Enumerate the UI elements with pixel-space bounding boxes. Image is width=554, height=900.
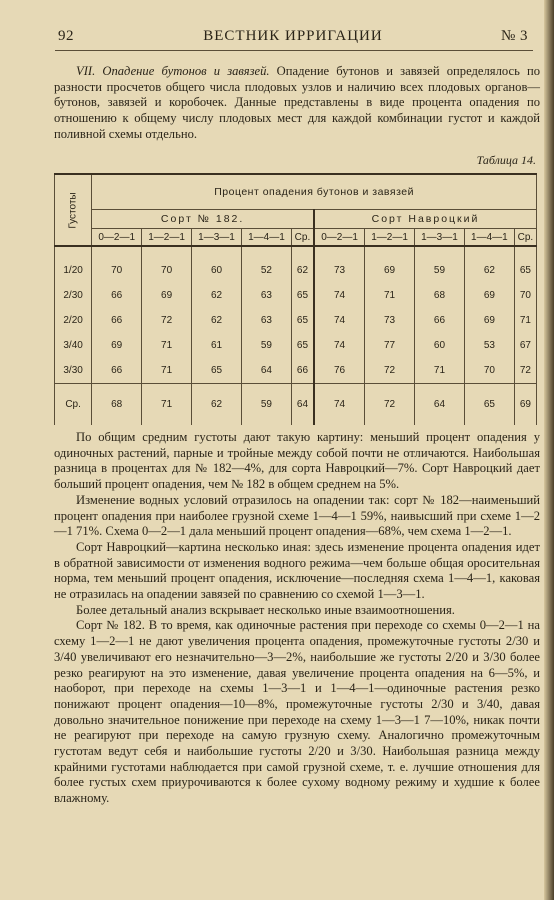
table-cell: 52 <box>241 258 291 283</box>
subheader-scheme: 0—2—1 <box>314 229 365 247</box>
table-row <box>55 384 537 425</box>
table-cell: 67 <box>514 333 536 358</box>
table-cell: 62 <box>192 283 242 308</box>
table-title: Процент опадения бутонов и завязей <box>92 174 537 210</box>
subheader-scheme: 0—2—1 <box>92 229 142 247</box>
table-row <box>55 308 537 333</box>
table-cell: 66 <box>92 308 142 333</box>
table-cell: 69 <box>514 384 536 425</box>
table-cell: 64 <box>415 384 465 425</box>
table-cell: 73 <box>365 308 415 333</box>
table-cell: 65 <box>291 283 314 308</box>
spacer-row <box>55 246 537 258</box>
table-cell: 69 <box>142 283 192 308</box>
table-cell: 65 <box>291 333 314 358</box>
table-cell: 70 <box>142 258 192 283</box>
table-cell: 70 <box>464 358 514 383</box>
table-cell: 59 <box>415 258 465 283</box>
table-body <box>55 246 537 425</box>
paragraph: Сорт Навроцкий—картина несколько иная: здесь изменение процента опадения идет в обратной зависимости от изменения водного режима—чем больше общая оросительная норма, тем меньший процент опадения, исключение—последняя схема 1—4—1, каковая не отразилась на опадении завязей по сравнению со схемой 1—3—1. <box>54 539 540 602</box>
data-table <box>54 173 537 425</box>
page-number: 92 <box>58 28 74 44</box>
table-cell: 65 <box>192 358 242 383</box>
subheader-scheme: 1—2—1 <box>365 229 415 247</box>
table-cell: 66 <box>291 358 314 383</box>
table-cell: 71 <box>142 358 192 383</box>
row-label: 3/30 <box>55 358 92 383</box>
table-cell: 73 <box>314 258 365 283</box>
paragraph: По общим средним густоты дают такую картину: меньший процент опадения у одиночных растений, парные и тройные между собой почти не отличаются. Наибольшая разница в процентах для № 182—4%, для сорта Навроцкий—7%. Сорт Навроцкий дает больший процент опадения, чем № 182 в общем среднем на 5%. <box>54 430 540 492</box>
table-cell: 68 <box>92 384 142 425</box>
table-cell: 74 <box>314 384 365 425</box>
subheader-scheme: 1—4—1 <box>241 229 291 247</box>
table-row <box>55 283 537 308</box>
table-cell: 64 <box>291 384 314 425</box>
table-cell: 70 <box>514 283 536 308</box>
table-cell: 66 <box>92 358 142 383</box>
table-cell: 69 <box>365 258 415 283</box>
running-header <box>58 28 528 50</box>
body-text <box>54 430 540 807</box>
table-cell: 62 <box>192 308 242 333</box>
row-label: 3/40 <box>55 333 92 358</box>
intro-section <box>54 64 540 143</box>
table-cell: 63 <box>241 283 291 308</box>
table-cell: 68 <box>415 283 465 308</box>
table-cell: 66 <box>92 283 142 308</box>
table-cell: 61 <box>192 333 242 358</box>
table-cell: 60 <box>192 258 242 283</box>
table-cell: 71 <box>142 333 192 358</box>
table-cell: 60 <box>415 333 465 358</box>
table-cell: 64 <box>241 358 291 383</box>
row-label: 2/20 <box>55 308 92 333</box>
table-cell: 62 <box>291 258 314 283</box>
table-row <box>55 258 537 283</box>
group-header-sort-navrotsky: Сорт Навроцкий <box>314 210 537 229</box>
section-heading: VII. Опадение бутонов и завязей. <box>76 64 270 78</box>
subheader-scheme: 1—3—1 <box>415 229 465 247</box>
paragraph: Более детальный анализ вскрывает несколько иные взаимоотношения. <box>76 602 455 617</box>
header-rule <box>55 50 533 51</box>
table-cell: 62 <box>464 258 514 283</box>
row-label: Ср. <box>55 384 92 425</box>
paragraph: Сорт № 182. В то время, как одиночные растения при переходе со схемы 0—2—1 на схему 1—2—1 не дают увеличения процента опадения, промежуточные густоты 2/30 и 3/40 увеличивают его незначительно—3—2%, наибольшие же густоты 2/20 и 3/30 более резко реагируют на это изменение, давая увеличение процента опадения на 6—5%, и наоборот, при переходе на схемы 1—3—1 и 1—4—1—одиночные растения резко понижают процент опадения—10—8%, промежуточные густоты 2/30 и 3/40, давая довольно значительное понижение при переходе на схему 1—3—1 7—10%, никак почти не реагируют при переходе на самую грузную схему. Аналогично промежуточным густотам ведут себя и наибольшие густоты 2/20 и 3/30. Наибольшая разница между крайними густотами наблюдается при самой грузной схеме, т. е. лучшие отношения для более густых схем приурочиваются к более сухому водному режиму и худшие к более влажному. <box>54 618 540 806</box>
table-cell: 65 <box>464 384 514 425</box>
table-cell: 72 <box>365 358 415 383</box>
table-cell: 74 <box>314 283 365 308</box>
table-cell: 59 <box>241 384 291 425</box>
intro-paragraph <box>54 64 540 143</box>
table-cell: 63 <box>241 308 291 333</box>
table-row <box>55 333 537 358</box>
table-cell: 77 <box>365 333 415 358</box>
paragraph: Изменение водных условий отразилось на опадении так: сорт № 182—наименьший процент опадения при наиболее грузной схеме 1—4—1 59%, наивысший при схеме 1—2—1 71%. Схема 0—2—1 дала меньший процент опадения—68%, чем схема 1—2—1. <box>54 492 540 539</box>
table-cell: 71 <box>415 358 465 383</box>
table-cell: 74 <box>314 308 365 333</box>
table-cell: 72 <box>514 358 536 383</box>
group-header-sort-182: Сорт № 182. <box>92 210 314 229</box>
table-cell: 74 <box>314 333 365 358</box>
table-cell: 62 <box>192 384 242 425</box>
col-header-gustota: Густоты <box>55 174 92 246</box>
table-cell: 65 <box>291 308 314 333</box>
subheader-scheme: 1—3—1 <box>192 229 242 247</box>
subheader-scheme: Ср. <box>514 229 536 247</box>
table-cell: 69 <box>464 308 514 333</box>
subheader-scheme: 1—2—1 <box>142 229 192 247</box>
table-cell: 72 <box>365 384 415 425</box>
table-cell: 59 <box>241 333 291 358</box>
table-cell: 71 <box>514 308 536 333</box>
journal-title: ВЕСТНИК ИРРИГАЦИИ <box>203 28 383 44</box>
table-cell: 66 <box>415 308 465 333</box>
subheader-row <box>55 229 537 247</box>
row-label: 2/30 <box>55 283 92 308</box>
table-cell: 70 <box>92 258 142 283</box>
subheader-scheme: Ср. <box>291 229 314 247</box>
table-cell: 53 <box>464 333 514 358</box>
table-cell: 69 <box>92 333 142 358</box>
table-cell: 69 <box>464 283 514 308</box>
row-label: 1/20 <box>55 258 92 283</box>
issue-number: № 3 <box>500 28 528 44</box>
table-cell: 71 <box>142 384 192 425</box>
table-caption: Таблица 14. <box>476 153 536 167</box>
table-cell: 72 <box>142 308 192 333</box>
table-cell: 71 <box>365 283 415 308</box>
table-cell: 76 <box>314 358 365 383</box>
subheader-scheme: 1—4—1 <box>464 229 514 247</box>
intro-text: Опадение бутонов и завязей определялось по разности просчетов общего числа плодовых узлов и наличию всех плодовых органов—бутонов, завязей и коробочек. Данные представлены в виде процента опадения по отношению к общему числу плодовых мест для каждой комбинации густот и каждой поливной схемы отдельно. <box>54 64 540 141</box>
table-row <box>55 358 537 383</box>
table-cell: 65 <box>514 258 536 283</box>
page-edge <box>544 0 554 900</box>
